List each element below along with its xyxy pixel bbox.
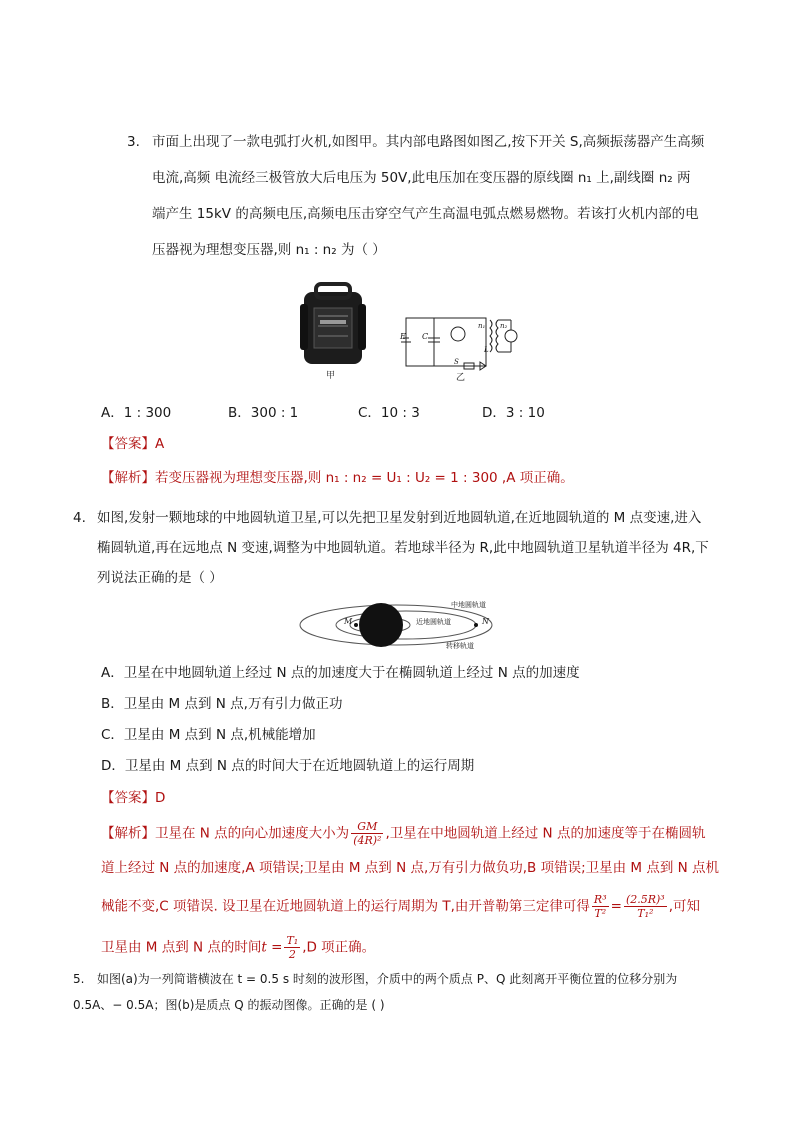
circuit-label-l: L [484,346,489,354]
q4-a1-frac-num: GM [351,820,383,834]
q4-line-3: 列说法正确的是（ ） [97,570,223,586]
orbit-label-mid: 中地圆轨道 [451,601,486,609]
q5-line-2: 0.5A、− 0.5A；图(b)是质点 Q 的振动图像。正确的是 ( ) [73,998,385,1012]
q4-a1-frac-den: (4R)² [353,834,382,847]
orbit-label-m: M [344,617,353,626]
q3-option-b: B．300 : 1 [228,405,299,421]
q4-option-c: C．卫星由 M 点到 N 点,机械能增加 [101,727,316,743]
q4-a3-pre: 械能不变,C 项错误. 设卫星在近地圆轨道上的运行周期为 T,由开普勒第三定律可得 [101,898,590,915]
q3-line-2: 电流,高频 电流经三极管放大后电压为 50V,此电压加在变压器的原线圈 n₁ 上,副线圈 n₂ 两 [152,170,691,186]
lighter-figure [298,282,368,382]
q4-a3-post: ,可知 [668,898,701,915]
q4-a4-frac-den: 2 [288,948,296,961]
circuit-label-c: C [422,332,429,341]
circuit-label-s: S [454,358,459,366]
q3-option-a: A．1 : 300 [101,405,172,421]
q4-a4-post: ,D 项正确。 [302,939,376,956]
q4-a3-frac1-den: T² [594,907,607,920]
circuit-label-n2: n₂ [500,322,508,330]
q4-a3-frac2-den: T₁² [637,907,654,920]
circuit-diagram [400,310,520,382]
q3-analysis-tag: 【解析】 [101,470,155,486]
q4-a1-fraction [351,820,383,847]
q4-a4-frac-num: T₁ [286,934,299,947]
q4-option-d: D．卫星由 M 点到 N 点的时间大于在近地圆轨道上的运行周期 [101,758,475,774]
orbit-label-transfer: 转移轨道 [446,642,474,650]
q4-a3-eq: = [610,898,622,915]
q5-number: 5. [73,972,85,986]
q3-line-3: 端产生 15kV 的高频电压,高频电压击穿空气产生高温电弧点燃易燃物。若该打火机内部的电 [152,206,699,222]
orbit-label-near: 近地圆轨道 [416,618,451,626]
figure-label-a: 甲 [326,371,336,381]
q3-line-4: 压器视为理想变压器,则 n₁ : n₂ 为（ ） [152,242,386,258]
q4-line-2: 椭圆轨道,再在远地点 N 变速,调整为中地圆轨道。若地球半径为 R,此中地圆轨道卫星轨道半径为 4R,下 [97,540,709,556]
q3-answer: 【答案】A [101,436,165,452]
q4-analysis-line-4 [101,934,375,961]
q4-a3-frac1-num: R³ [593,893,607,906]
q4-analysis-line-2: 道上经过 N 点的加速度,A 项错误;卫星由 M 点到 N 点,万有引力做负功,B 项错误;卫星由 M 点到 N 点机 [101,860,720,876]
q4-analysis-line-3 [101,893,700,920]
q4-a3-frac2-num: (2.5R)³ [625,893,665,906]
q3-number: 3. [127,134,140,150]
orbit-label-n: N [482,617,489,626]
q3-option-d: D．3 : 10 [482,405,545,421]
q3-analysis-text: 若变压器视为理想变压器,则 n₁ : n₂ = U₁ : U₂ = 1 : 300 ,A 项正确。 [155,470,574,486]
q3-line-1: 市面上出现了一款电弧打火机,如图甲。其内部电路图如图乙,按下开关 S,高频振荡器产生高频 [152,134,705,150]
q4-a1-pre: 卫星在 N 点的向心加速度大小为 [155,825,350,842]
q5-line-1: 如图(a)为一列简谐横波在 t = 0.5 s 时刻的波形图，介质中的两个质点 P、Q 此刻离开平衡位置的位移分别为 [97,972,678,986]
q4-option-a: A．卫星在中地圆轨道上经过 N 点的加速度大于在椭圆轨道上经过 N 点的加速度 [101,665,580,681]
q4-analysis-tag: 【解析】 [101,825,155,842]
q4-a3-fraction-2 [624,893,667,920]
circuit-label-e: E [400,332,406,341]
q3-analysis [101,468,574,488]
q4-a4-t: t = [261,939,283,956]
circuit-label-n1: n₁ [478,322,486,330]
figure-label-b: 乙 [456,373,466,383]
q4-option-b: B．卫星由 M 点到 N 点,万有引力做正功 [101,696,343,712]
q4-number: 4. [73,510,86,526]
q4-line-1: 如图,发射一颗地球的中地圆轨道卫星,可以先把卫星发射到近地圆轨道,在近地圆轨道的 M 点变速,进入 [97,510,702,526]
q4-analysis-line-1 [101,820,705,847]
q4-answer: 【答案】D [101,790,166,806]
q4-a3-fraction-1 [592,893,609,920]
q4-a1-post: ,卫星在中地圆轨道上经过 N 点的加速度等于在椭圆轨 [385,825,706,842]
orbit-diagram [296,597,496,657]
q4-a4-pre: 卫星由 M 点到 N 点的时间 [101,939,262,956]
q4-a4-fraction [284,934,300,961]
q3-option-c: C．10 : 3 [358,405,420,421]
